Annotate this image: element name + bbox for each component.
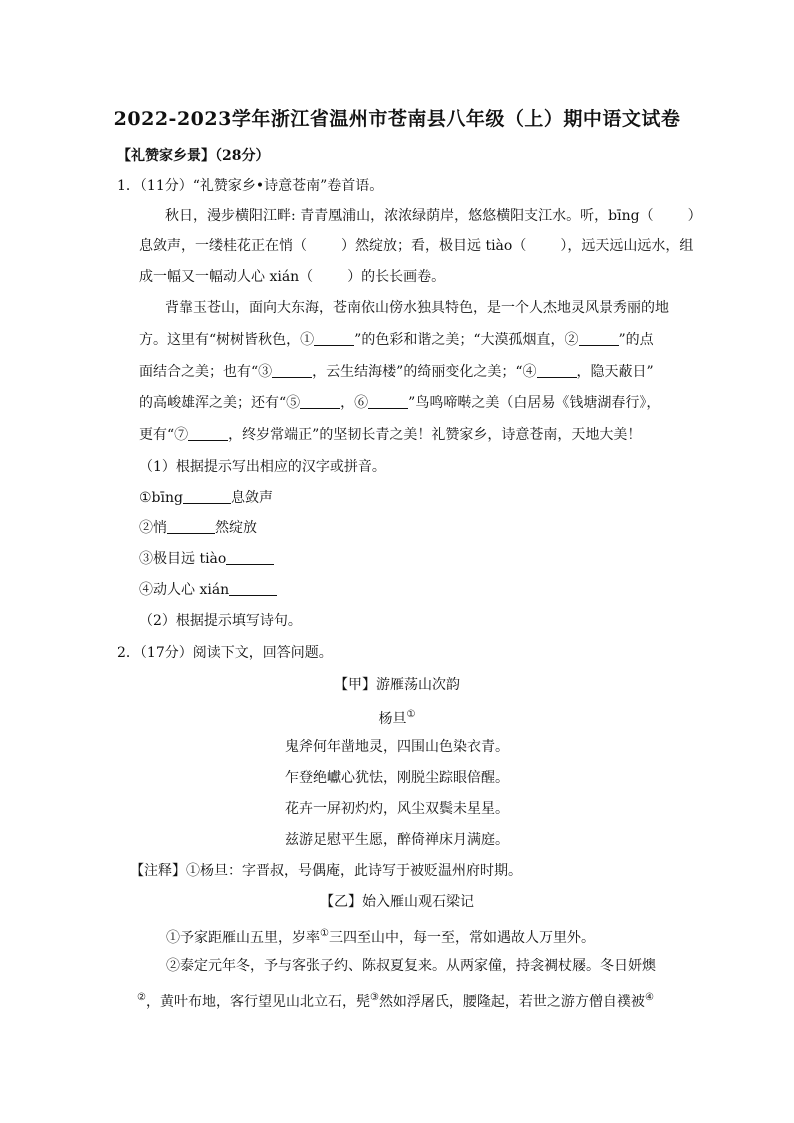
answer-blank-1[interactable] <box>183 489 231 504</box>
q1-paragraph-2-line-5: 更有“⑦ ，终岁常端正”的坚韧长青之美！礼赞家乡，诗意苍南，天地大美！ <box>139 427 642 443</box>
answer-line-4: ④动人心 xián <box>139 580 277 600</box>
q1-sub-question-2: （2）根据提示填写诗句。 <box>139 613 302 629</box>
poem-annotation: 【注释】①杨旦：字晋叔，号偶庵，此诗写于被贬温州府时期。 <box>130 863 522 879</box>
blank-5[interactable] <box>300 394 340 409</box>
q1-paragraph-2-line-3: 面结合之美；也有“③ ，云生结海楼”的绮丽变化之美；“④ ，隐天蔽日” <box>139 364 654 380</box>
blank-4[interactable] <box>537 363 577 378</box>
q1-paragraph-1-line-2: 息敛声，一缕桂花正在悄（ ）然绽放；看，极目远 tiào（ ），远天远山远水，组 <box>139 238 694 254</box>
poem-title: 【甲】游雁荡山次韵 <box>334 677 460 693</box>
answer-blank-3[interactable] <box>226 550 274 565</box>
blank-1[interactable] <box>314 331 354 346</box>
blank-3[interactable] <box>272 363 312 378</box>
q1-paragraph-2-line-1: 背靠玉苍山，面向大东海，苍南依山傍水独具特色，是一个人杰地灵风景秀丽的地 <box>165 300 669 316</box>
page-title: 2022-2023学年浙江省温州市苍南县八年级（上）期中语文试卷 <box>113 108 681 130</box>
blank-2[interactable] <box>579 331 619 346</box>
q1-sub-question-1: （1）根据提示写出相应的汉字或拼音。 <box>139 459 386 475</box>
poem-line-3: 花卉一屏初灼灼，风尘双鬓未星星。 <box>285 801 509 817</box>
blank-7[interactable] <box>188 426 228 441</box>
poem-line-4: 兹游足慰平生愿，醉倚禅床月满庭。 <box>285 832 509 848</box>
q1-paragraph-1-line-3: 成一幅又一幅动人心 xián（ ）的长长画卷。 <box>139 269 446 285</box>
poem-author: 杨旦① <box>378 709 416 727</box>
answer-line-2: ②悄 然绽放 <box>139 520 257 536</box>
answer-line-3: ③极目远 tiào <box>139 549 274 569</box>
prose-line-3: ②，黄叶布地，客行望见山北立石，髡③然如浮屠氏，腰隆起，若世之游方僧自襆被④ <box>137 992 654 1010</box>
answer-blank-2[interactable] <box>167 519 215 534</box>
answer-blank-4[interactable] <box>229 581 277 596</box>
question-1-stem: 1．（11分）“礼赞家乡•诗意苍南”卷首语。 <box>117 178 384 194</box>
prose-line-2: ②泰定元年冬，予与客张子约、陈叔夏复来。从两家僮，持衾裯杖屦。冬日妍燠 <box>166 958 656 974</box>
prose-title: 【乙】始入雁山观石梁记 <box>320 894 474 910</box>
question-2-stem: 2．（17分）阅读下文，回答问题。 <box>117 645 333 661</box>
poem-line-2: 乍登绝巘心犹怯，刚脱尘踪眼倍醒。 <box>285 770 509 786</box>
q1-paragraph-2-line-2: 方。这里有“树树皆秋色，① ”的色彩和谐之美；“大漠孤烟直，② ”的点 <box>139 332 654 348</box>
blank-6[interactable] <box>368 394 408 409</box>
prose-line-1: ①予家距雁山五里，岁率①三四至山中，每一至，常如遇故人万里外。 <box>166 928 595 946</box>
q1-paragraph-1-line-1: 秋日，漫步横阳江畔: 青青凰浦山，浓浓绿荫岸，悠悠横阳支江水。听，bīng（ ） <box>165 208 702 224</box>
poem-line-1: 鬼斧何年凿地灵，四围山色染衣青。 <box>285 739 509 755</box>
q1-paragraph-2-line-4: 的高峻雄浑之美；还有“⑤ ，⑥ ”鸟鸣啼啭之美（白居易《钱塘湖春行》， <box>139 395 661 411</box>
section-header: 【礼赞家乡景】（28分） <box>117 148 270 164</box>
answer-line-1: ①bīng 息敛声 <box>139 490 273 506</box>
